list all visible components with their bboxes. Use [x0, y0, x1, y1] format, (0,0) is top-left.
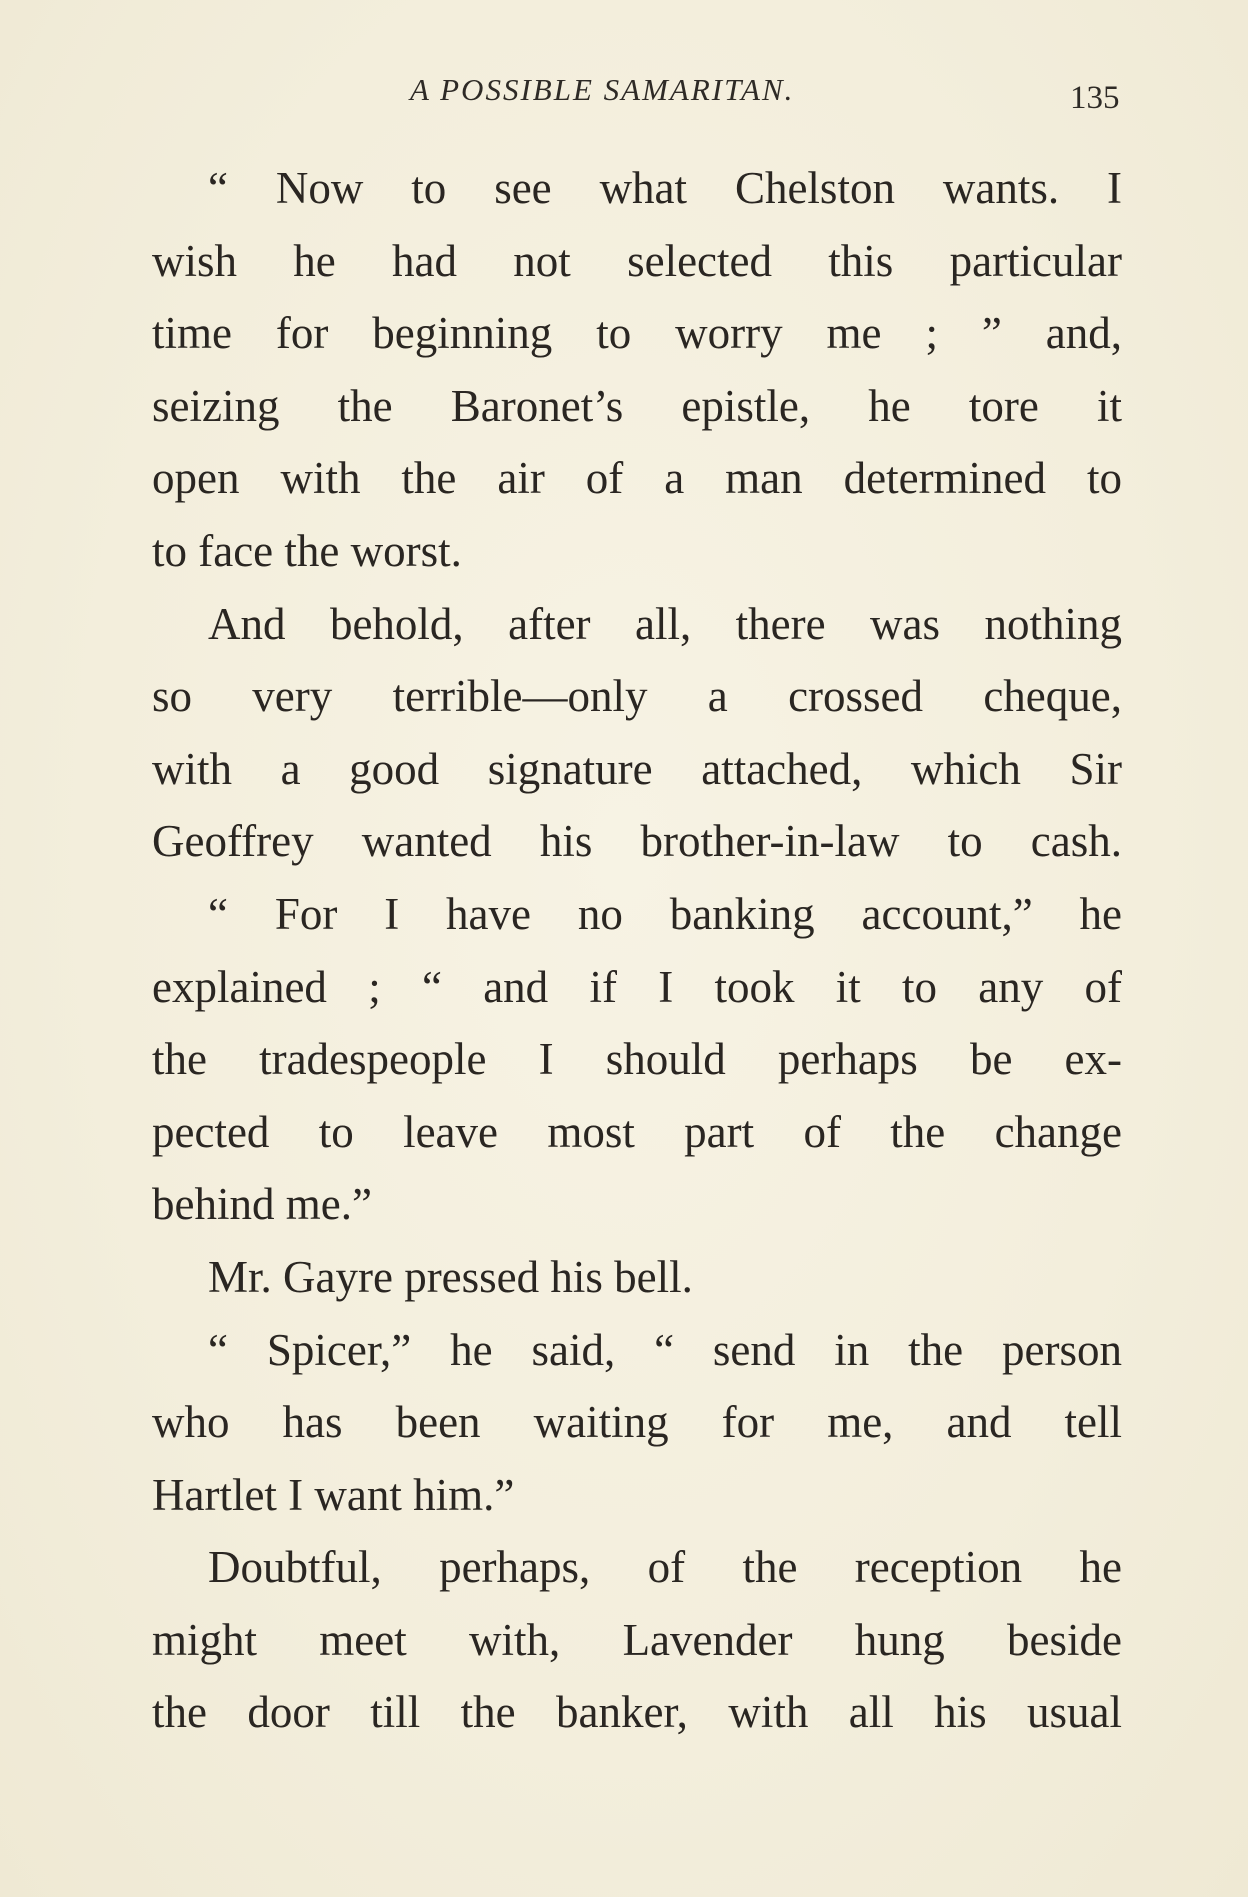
text-line: Doubtful, perhaps, of the reception he — [208, 1542, 1122, 1593]
text-line: Mr. Gayre pressed his bell. — [208, 1251, 693, 1302]
text-line: so very terrible—only a crossed cheque, — [152, 671, 1122, 722]
text-line: the tradespeople I should perhaps be ex- — [152, 1034, 1122, 1085]
text-line: Hartlet I want him.” — [152, 1469, 515, 1520]
text-line: seizing the Baronet’s epistle, he tore it — [152, 380, 1122, 431]
text-line: Geoffrey wanted his brother-in-law to cash. — [152, 816, 1122, 867]
body-text — [152, 152, 1122, 1749]
running-head-title: A POSSIBLE SAMARITAN. — [410, 72, 795, 107]
text-line: time for beginning to worry me ; ” and, — [152, 308, 1122, 359]
text-line: who has been waiting for me, and tell — [152, 1397, 1122, 1448]
text-line: explained ; “ and if I took it to any of — [152, 961, 1122, 1012]
text-line: wish he had not selected this particular — [152, 235, 1122, 286]
text-line: to face the worst. — [152, 525, 462, 576]
text-line: with a good signature attached, which Sir — [152, 743, 1122, 794]
text-line: open with the air of a man determined to — [152, 453, 1122, 504]
page-number: 135 — [1070, 80, 1120, 116]
text-line: And behold, after all, there was nothing — [208, 598, 1122, 649]
text-line: might meet with, Lavender hung beside — [152, 1614, 1122, 1665]
text-line: “ For I have no banking account,” he — [208, 888, 1122, 939]
text-line: “ Now to see what Chelston wants. I — [208, 163, 1122, 213]
text-line: “ Spicer,” he said, “ send in the person — [208, 1324, 1122, 1375]
text-line: behind me.” — [152, 1179, 372, 1230]
text-line: the door till the banker, with all his usual — [152, 1687, 1122, 1738]
text-line: pected to leave most part of the change — [152, 1106, 1122, 1157]
